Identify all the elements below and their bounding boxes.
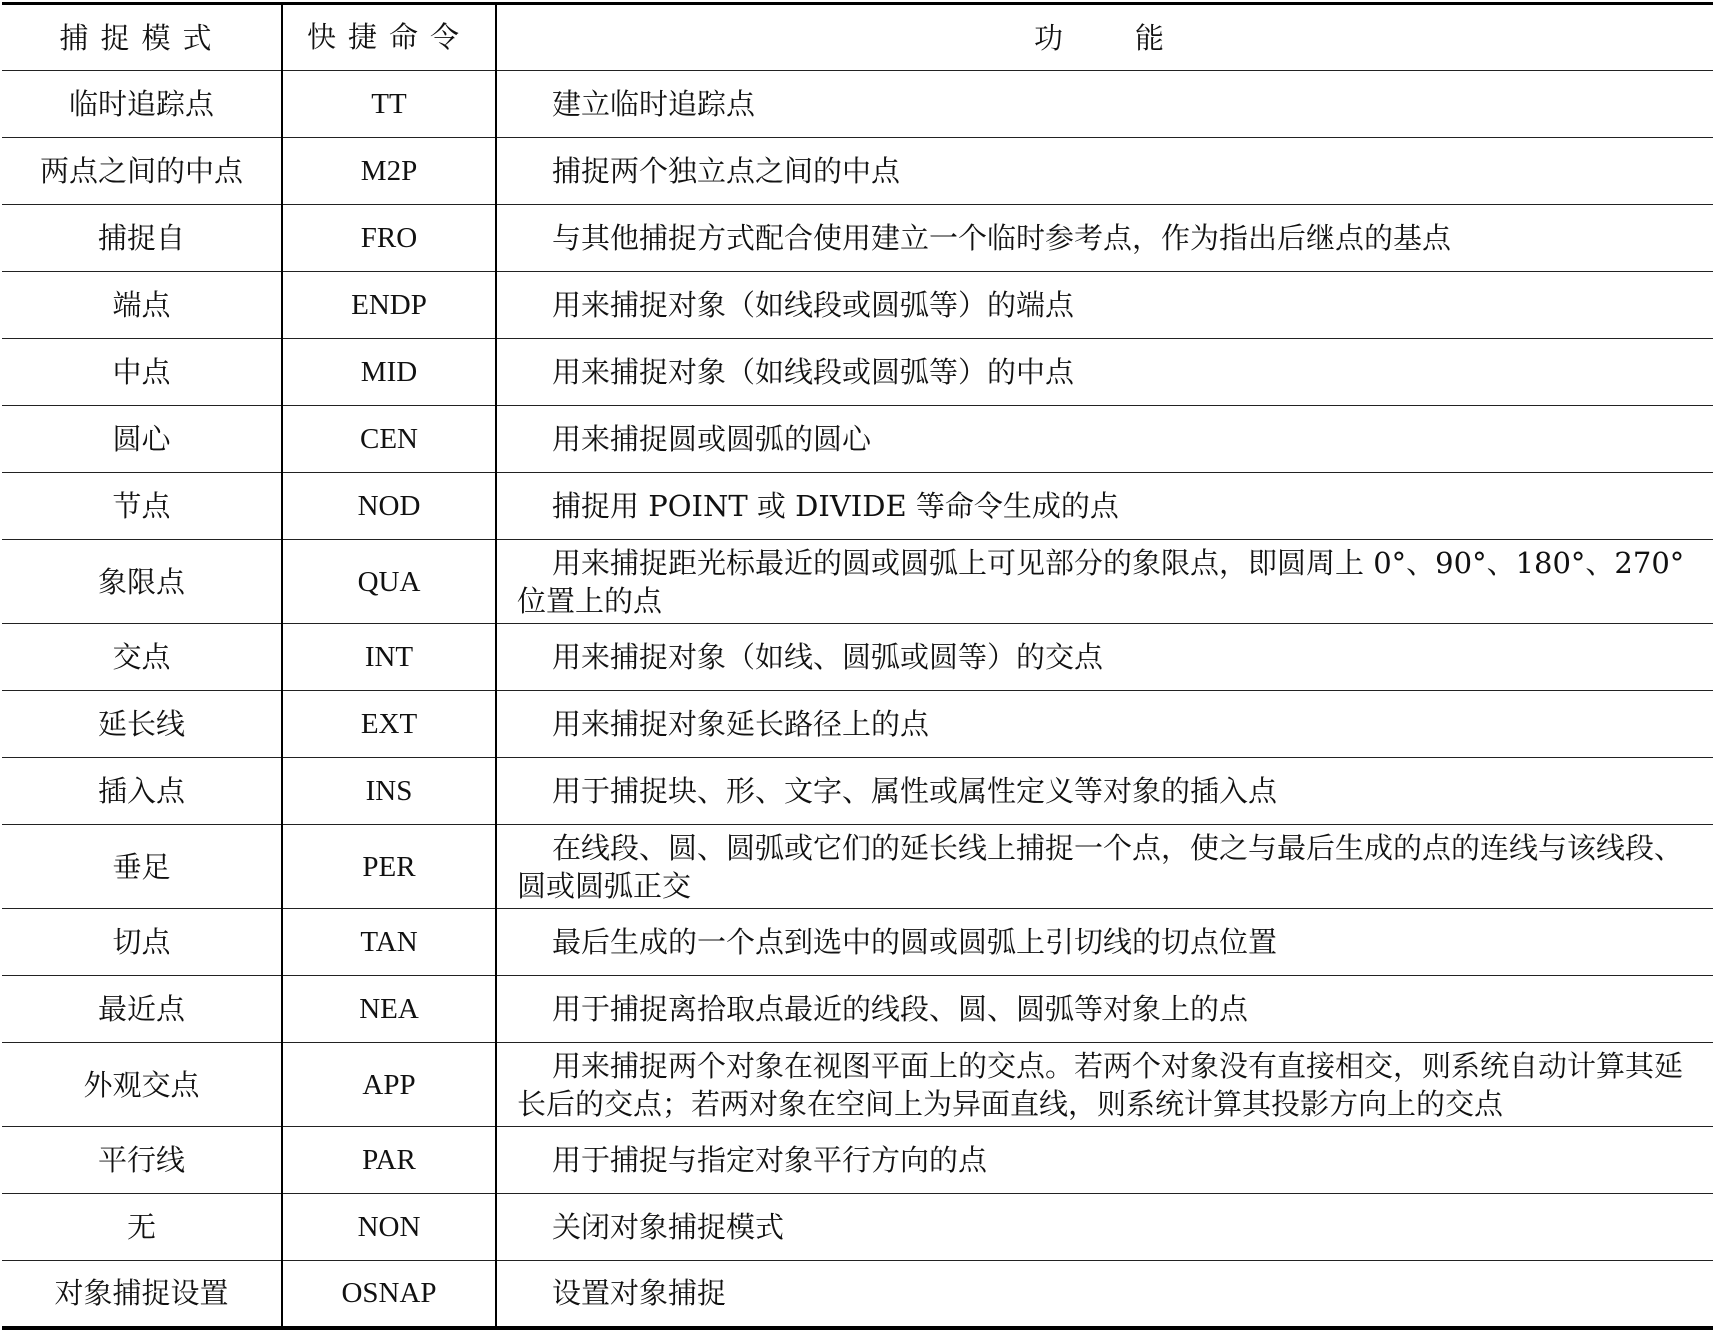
header-snap-mode: 捕捉模式: [2, 4, 282, 71]
cell-snap-mode: 象限点: [2, 540, 282, 624]
cell-command: FRO: [282, 205, 496, 272]
function-text: 用于捕捉离拾取点最近的线段、圆、圆弧等对象上的点: [552, 992, 1249, 1026]
function-text: 关闭对象捕捉模式: [552, 1210, 785, 1244]
function-text: 用于捕捉与指定对象平行方向的点: [552, 1143, 988, 1177]
cell-snap-mode: 临时追踪点: [2, 71, 282, 138]
cell-command: PER: [282, 825, 496, 909]
cell-function: [496, 1194, 1713, 1261]
cell-snap-mode: 对象捕捉设置: [2, 1261, 282, 1328]
table-row: [2, 339, 1713, 406]
cell-command: QUA: [282, 540, 496, 624]
function-text: 用来捕捉圆或圆弧的圆心: [552, 422, 872, 456]
cell-command: OSNAP: [282, 1261, 496, 1328]
object-snap-table: [2, 2, 1713, 1330]
table-row: [2, 691, 1713, 758]
cell-function: [496, 339, 1713, 406]
cell-snap-mode: 插入点: [2, 758, 282, 825]
function-text: 用来捕捉对象（如线段或圆弧等）的中点: [552, 355, 1075, 389]
cell-snap-mode: 圆心: [2, 406, 282, 473]
function-text: 用来捕捉距光标最近的圆或圆弧上可见部分的象限点，即圆周上 0°、90°、180°、270°位置上的点: [517, 545, 1685, 618]
table-row: [2, 825, 1713, 909]
cell-function: [496, 758, 1713, 825]
function-text: 捕捉用 POINT 或 DIVIDE 等命令生成的点: [552, 489, 1119, 523]
cell-function: [496, 71, 1713, 138]
cell-function: [496, 540, 1713, 624]
cell-command: TT: [282, 71, 496, 138]
table-row: [2, 473, 1713, 540]
cell-function: [496, 1127, 1713, 1194]
function-text: 用来捕捉对象延长路径上的点: [552, 707, 930, 741]
cell-snap-mode: 端点: [2, 272, 282, 339]
cell-function: [496, 1043, 1713, 1127]
function-text: 与其他捕捉方式配合使用建立一个临时参考点，作为指出后继点的基点: [552, 221, 1452, 255]
header-shortcut-command: 快捷命令: [282, 4, 496, 71]
function-text: 在线段、圆、圆弧或它们的延长线上捕捉一个点，使之与最后生成的点的连线与该线段、圆或圆弧正交: [517, 830, 1684, 903]
cell-command: NOD: [282, 473, 496, 540]
cell-function: [496, 138, 1713, 205]
cell-function: [496, 825, 1713, 909]
function-text: 建立临时追踪点: [552, 87, 756, 121]
cell-function: [496, 976, 1713, 1043]
cell-snap-mode: 中点: [2, 339, 282, 406]
cell-snap-mode: 切点: [2, 909, 282, 976]
cell-command: M2P: [282, 138, 496, 205]
cell-function: [496, 205, 1713, 272]
cell-function: [496, 624, 1713, 691]
cell-snap-mode: 平行线: [2, 1127, 282, 1194]
header-function: [496, 4, 1713, 71]
cell-command: INS: [282, 758, 496, 825]
cell-snap-mode: 无: [2, 1194, 282, 1261]
function-text: 设置对象捕捉: [552, 1276, 727, 1311]
table-row: [2, 1261, 1713, 1328]
cell-snap-mode: 节点: [2, 473, 282, 540]
table-row: [2, 138, 1713, 205]
table-row: [2, 909, 1713, 976]
cell-snap-mode: 延长线: [2, 691, 282, 758]
cell-function: [496, 691, 1713, 758]
table-row: [2, 71, 1713, 138]
table-row: [2, 1043, 1713, 1127]
table-row: [2, 1127, 1713, 1194]
cell-command: PAR: [282, 1127, 496, 1194]
table-row: [2, 272, 1713, 339]
function-text: 用于捕捉块、形、文字、属性或属性定义等对象的插入点: [552, 774, 1278, 808]
cell-command: CEN: [282, 406, 496, 473]
cell-command: ENDP: [282, 272, 496, 339]
cell-snap-mode: 垂足: [2, 825, 282, 909]
cell-command: MID: [282, 339, 496, 406]
cell-command: EXT: [282, 691, 496, 758]
cell-command: INT: [282, 624, 496, 691]
cell-command: NON: [282, 1194, 496, 1261]
cell-command: APP: [282, 1043, 496, 1127]
function-text: 捕捉两个独立点之间的中点: [552, 154, 901, 188]
cell-snap-mode: 外观交点: [2, 1043, 282, 1127]
function-text: 用来捕捉对象（如线段或圆弧等）的端点: [552, 288, 1075, 322]
table-header-row: [2, 4, 1713, 71]
table-row: [2, 624, 1713, 691]
cell-snap-mode: 捕捉自: [2, 205, 282, 272]
cell-function: [496, 406, 1713, 473]
function-text: 最后生成的一个点到选中的圆或圆弧上引切线的切点位置: [552, 925, 1278, 959]
function-text: 用来捕捉对象（如线、圆弧或圆等）的交点: [552, 640, 1104, 674]
cell-snap-mode: 最近点: [2, 976, 282, 1043]
cell-snap-mode: 两点之间的中点: [2, 138, 282, 205]
cell-snap-mode: 交点: [2, 624, 282, 691]
cell-command: TAN: [282, 909, 496, 976]
cell-function: [496, 1261, 1713, 1328]
cell-function: [496, 909, 1713, 976]
table-row: [2, 1194, 1713, 1261]
cell-command: NEA: [282, 976, 496, 1043]
table-row: [2, 976, 1713, 1043]
table-row: [2, 406, 1713, 473]
table-row: [2, 205, 1713, 272]
cell-function: [496, 272, 1713, 339]
header-function-char-2: 能: [1135, 20, 1177, 55]
table-row: [2, 540, 1713, 624]
function-text: 用来捕捉两个对象在视图平面上的交点。若两个对象没有直接相交，则系统自动计算其延长后的交点；若两对象在空间上为异面直线，则系统计算其投影方向上的交点: [517, 1048, 1684, 1121]
header-function-char-1: 功: [1033, 20, 1075, 55]
cell-function: [496, 473, 1713, 540]
table-row: [2, 758, 1713, 825]
